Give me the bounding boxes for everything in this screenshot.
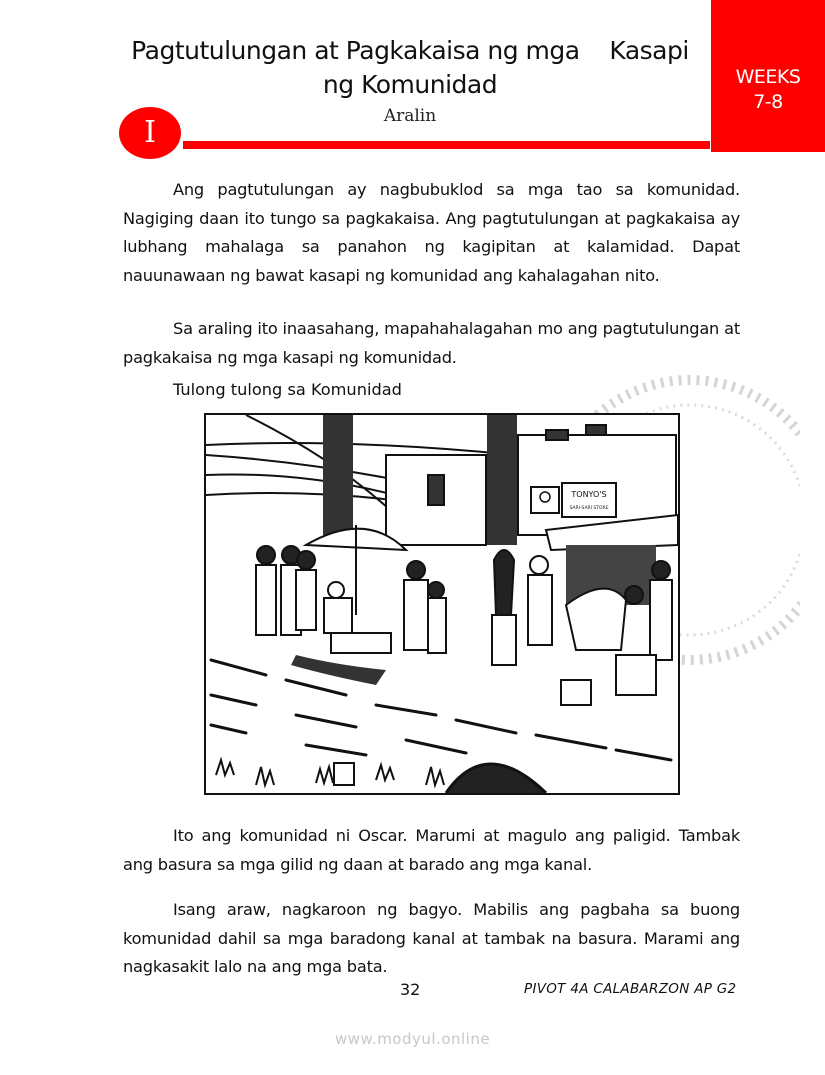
weeks-label: WEEKS (735, 66, 801, 88)
store-sign-text: TONYO'S (571, 490, 607, 499)
weeks-tab (711, 0, 825, 152)
utility-pole (487, 415, 517, 545)
story-paragraph-1-text: Ito ang komunidad ni Oscar. Marumi at magulo ang paligid. Tambak ang basura sa mga gilid ng daan at barado ang mga kanal. (123, 826, 740, 874)
lesson-subtitle: Aralin (383, 106, 437, 126)
objective-paragraph-text: Sa araling ito inaasahang, mapahahalagahan mo ang pagtutulungan at pagkakaisa ng mga kasapi ng komunidad. (123, 319, 740, 367)
intro-paragraph (123, 176, 740, 290)
weeks-range: 7-8 (753, 91, 783, 113)
page-number: 32 (400, 980, 421, 999)
story-paragraph-1 (123, 822, 740, 879)
lesson-title-line2: ng Komunidad (322, 70, 498, 99)
section-badge: I (119, 107, 181, 159)
story-paragraph-2 (123, 896, 740, 982)
lesson-title (110, 34, 710, 102)
store-sign (531, 483, 616, 517)
community-illustration (204, 413, 680, 795)
header-divider (183, 141, 710, 149)
utility-pole (323, 415, 353, 535)
series-footer: PIVOT 4A CALABARZON AP G2 (524, 981, 737, 997)
store-sign-subtext: SARI-SARI STORE (569, 506, 609, 511)
intro-paragraph-text: Ang pagtutulungan ay nagbubuklod sa mga tao sa komunidad. Nagiging daan ito tungo sa pagkakaisa. Ang pagtutulungan at pagkakaisa ay lubhang mahalaga sa panahon ng kagipitan at kalamidad. Dapat nauunawaan ng bawat kasapi ng komunidad ang kahalagahan nito. (123, 180, 740, 285)
story-paragraph-2-text: Isang araw, nagkaroon ng bagyo. Mabilis ang pagbaha sa buong komunidad dahil sa mga baradong kanal at tambak na basura. Marami ang nagkasakit lalo na ang mga bata. (123, 900, 740, 976)
lesson-title-line1: Pagtutulungan at Pagkakaisa ng mga Kasapi (131, 36, 689, 65)
objective-paragraph (123, 315, 740, 372)
figure-caption: Tulong tulong sa Komunidad (173, 380, 402, 399)
site-watermark: www.modyul.online (335, 1030, 491, 1048)
